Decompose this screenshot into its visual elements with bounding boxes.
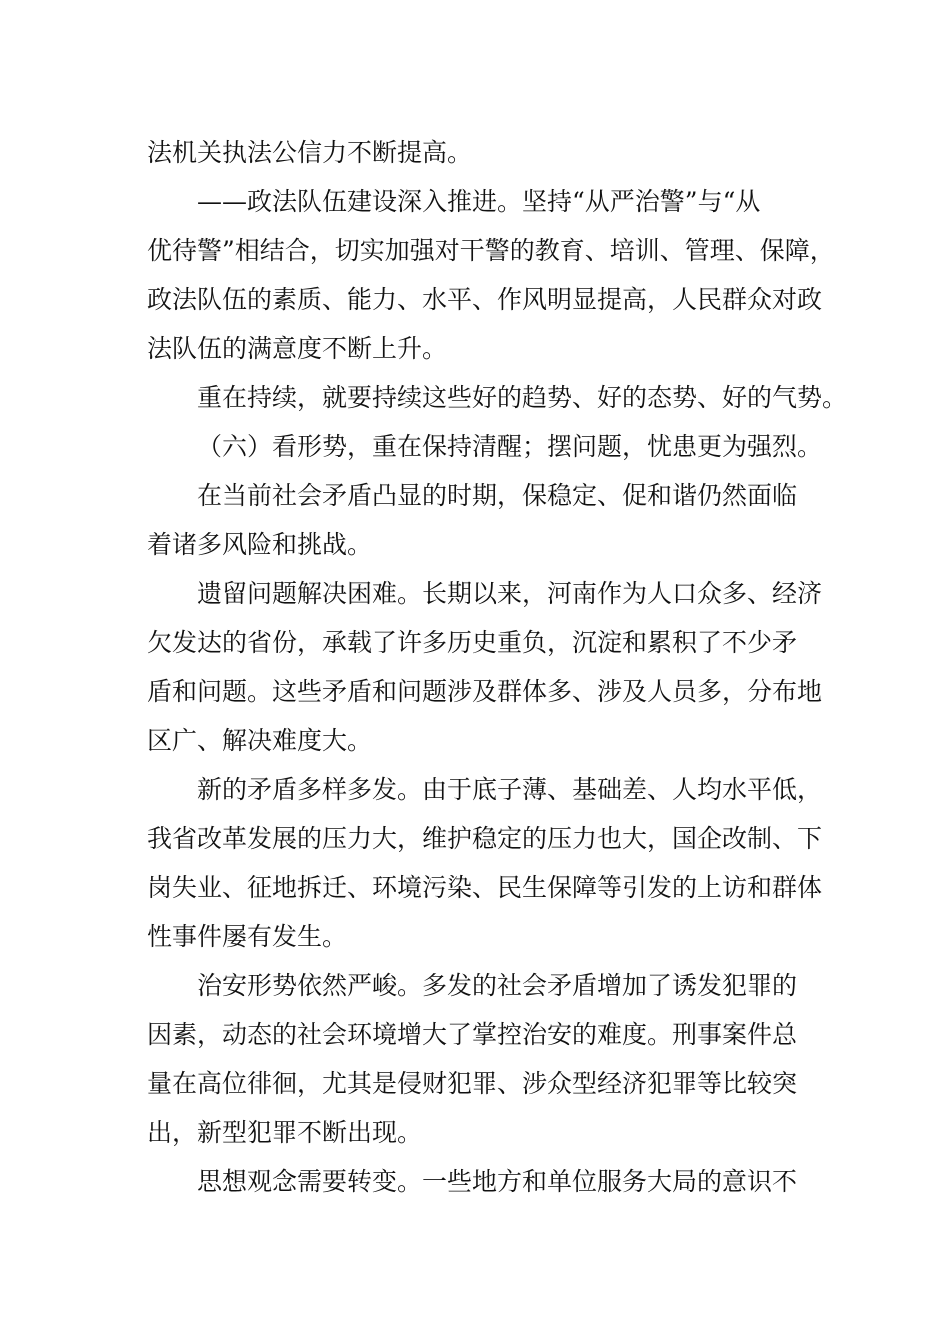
text-line: 思想观念需要转变。一些地方和单位服务大局的意识不 (197, 1167, 798, 1196)
text-line: 重在持续，就要持续这些好的趋势、好的态势、好的气势。 (197, 383, 848, 412)
text-line: 优待警”相结合，切实加强对干警的教育、培训、管理、保障， (147, 236, 835, 265)
text-line: 岗失业、征地拆迁、环境污染、民生保障等引发的上访和群体 (147, 873, 823, 902)
text-line: ——政法队伍建设深入推进。坚持“从严治警”与“从 (197, 187, 761, 216)
text-line: 我省改革发展的压力大，维护稳定的压力也大，国企改制、下 (147, 824, 823, 853)
text-line: 性事件屡有发生。 (147, 922, 348, 951)
text-line: 法机关执法公信力不断提高。 (147, 138, 473, 167)
text-line: 欠发达的省份，承载了许多历史重负，沉淀和累积了不少矛 (147, 628, 798, 657)
text-line: 在当前社会矛盾凸显的时期，保稳定、促和谐仍然面临 (197, 481, 798, 510)
text-line: 因素，动态的社会环境增大了掌控治安的难度。刑事案件总 (147, 1020, 798, 1049)
text-line: 法队伍的满意度不断上升。 (147, 334, 448, 363)
text-line: 着诸多风险和挑战。 (147, 530, 373, 559)
text-line: 区广、解决难度大。 (147, 726, 373, 755)
text-line: 出，新型犯罪不断出现。 (147, 1118, 423, 1147)
text-line: 政法队伍的素质、能力、水平、作风明显提高，人民群众对政 (147, 285, 823, 314)
text-line: 量在高位徘徊，尤其是侵财犯罪、涉众型经济犯罪等比较突 (147, 1069, 798, 1098)
text-line: 遗留问题解决困难。长期以来，河南作为人口众多、经济 (197, 579, 823, 608)
text-line: 新的矛盾多样多发。由于底子薄、基础差、人均水平低， (197, 775, 823, 804)
text-line: 治安形势依然严峻。多发的社会矛盾增加了诱发犯罪的 (197, 971, 798, 1000)
document-body (147, 128, 848, 1206)
text-line: （六）看形势，重在保持清醒；摆问题，忧患更为强烈。 (197, 432, 823, 461)
text-line: 盾和问题。这些矛盾和问题涉及群体多、涉及人员多，分布地 (147, 677, 823, 706)
